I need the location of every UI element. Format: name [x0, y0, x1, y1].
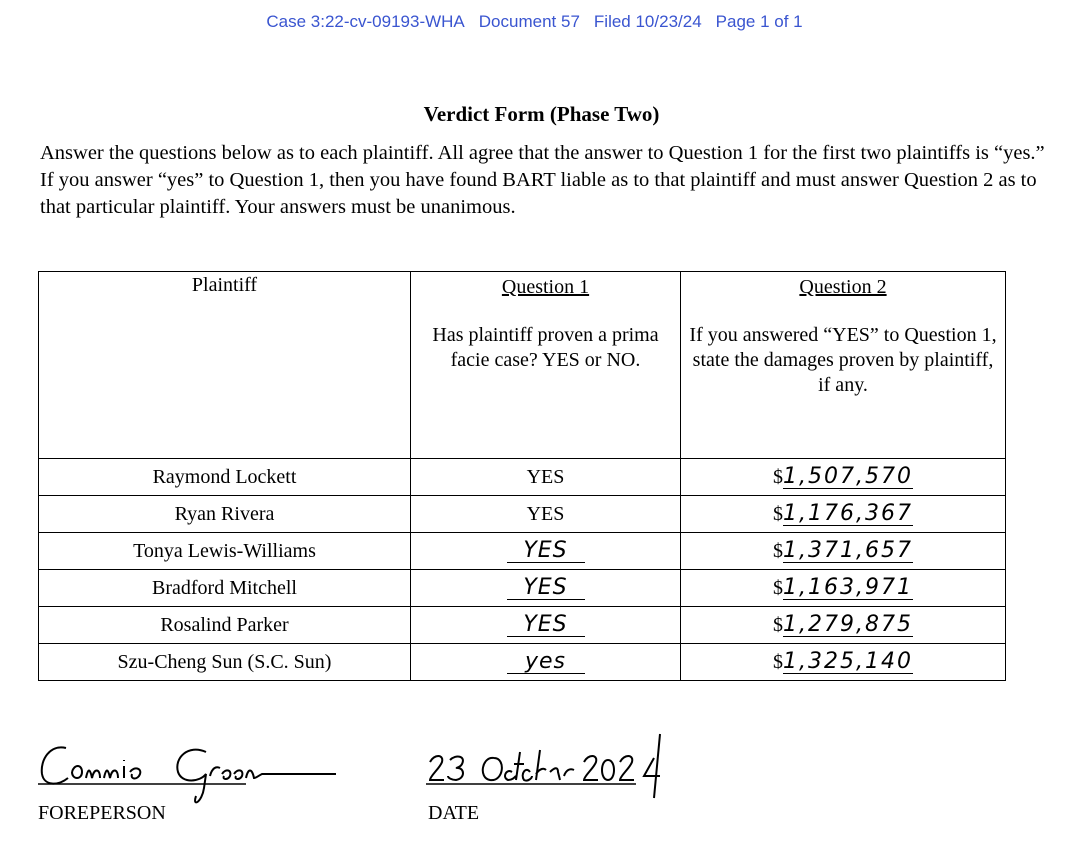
table-row	[39, 607, 1006, 644]
foreperson-signature	[36, 730, 356, 810]
plaintiff-name: Raymond Lockett	[39, 459, 411, 496]
currency-symbol: $	[773, 650, 784, 673]
foreperson-label: FOREPERSON	[38, 802, 166, 824]
damages-amount: 1,371,657	[783, 537, 913, 563]
q1-answer	[411, 607, 681, 644]
damages-amount: 1,507,570	[783, 463, 913, 489]
table-row	[39, 570, 1006, 607]
question1-header	[411, 272, 681, 459]
date-signature	[424, 728, 724, 808]
handwritten-answer: yes	[507, 651, 585, 674]
table-row	[39, 533, 1006, 570]
plaintiff-name: Ryan Rivera	[39, 496, 411, 533]
table-row	[39, 459, 1006, 496]
currency-symbol: $	[773, 539, 784, 562]
q1-answer: YES	[411, 459, 681, 496]
damages-amount: 1,325,140	[783, 648, 913, 674]
currency-symbol: $	[773, 465, 784, 488]
currency-symbol: $	[773, 502, 784, 525]
table-row	[39, 644, 1006, 681]
damages-amount: 1,163,971	[783, 574, 913, 600]
q2-damages	[681, 459, 1006, 496]
q2-damages	[681, 533, 1006, 570]
q1-answer	[411, 644, 681, 681]
damages-amount: 1,279,875	[783, 611, 913, 637]
document-number: Document 57	[478, 12, 580, 31]
question2-header	[681, 272, 1006, 459]
verdict-table	[38, 271, 1006, 681]
q2-damages	[681, 644, 1006, 681]
handwritten-answer: YES	[507, 577, 585, 600]
plaintiff-name: Szu-Cheng Sun (S.C. Sun)	[39, 644, 411, 681]
handwritten-answer: YES	[507, 614, 585, 637]
currency-symbol: $	[773, 576, 784, 599]
table-header-row	[39, 272, 1006, 459]
page-header	[0, 12, 1069, 32]
q2-damages	[681, 607, 1006, 644]
currency-symbol: $	[773, 613, 784, 636]
question2-title: Question 2	[799, 276, 887, 298]
q2-damages	[681, 496, 1006, 533]
plaintiff-name: Rosalind Parker	[39, 607, 411, 644]
question2-text: If you answered “YES” to Question 1, state the damages proven by plaintiff, if any.	[689, 324, 997, 396]
q1-answer	[411, 533, 681, 570]
date-label: DATE	[428, 802, 480, 824]
question1-text: Has plaintiff proven a prima facie case? YES or NO.	[432, 324, 659, 371]
handwritten-answer: YES	[507, 540, 585, 563]
plaintiff-name: Tonya Lewis-Williams	[39, 533, 411, 570]
q2-damages	[681, 570, 1006, 607]
plaintiff-header-label: Plaintiff	[191, 274, 258, 296]
page-number: Page 1 of 1	[715, 12, 803, 31]
form-title: Verdict Form (Phase Two)	[423, 102, 660, 126]
plaintiff-header	[39, 272, 411, 459]
table-row	[39, 496, 1006, 533]
filed-date: Filed 10/23/24	[593, 12, 702, 31]
q1-answer	[411, 570, 681, 607]
case-number: Case 3:22-cv-09193-WHA	[266, 12, 465, 31]
plaintiff-name: Bradford Mitchell	[39, 570, 411, 607]
damages-amount: 1,176,367	[783, 500, 913, 526]
instructions: Answer the questions below as to each plaintiff. All agree that the answer to Question 1 for the first two plaintiffs is “yes.” If you answer “yes” to Question 1, then you have found BART liable as to that plaintiff and must answer Question 2 as to that particular plaintiff. Your answers must be unanimous.	[40, 142, 1045, 218]
q1-answer: YES	[411, 496, 681, 533]
question1-title: Question 1	[501, 276, 590, 298]
